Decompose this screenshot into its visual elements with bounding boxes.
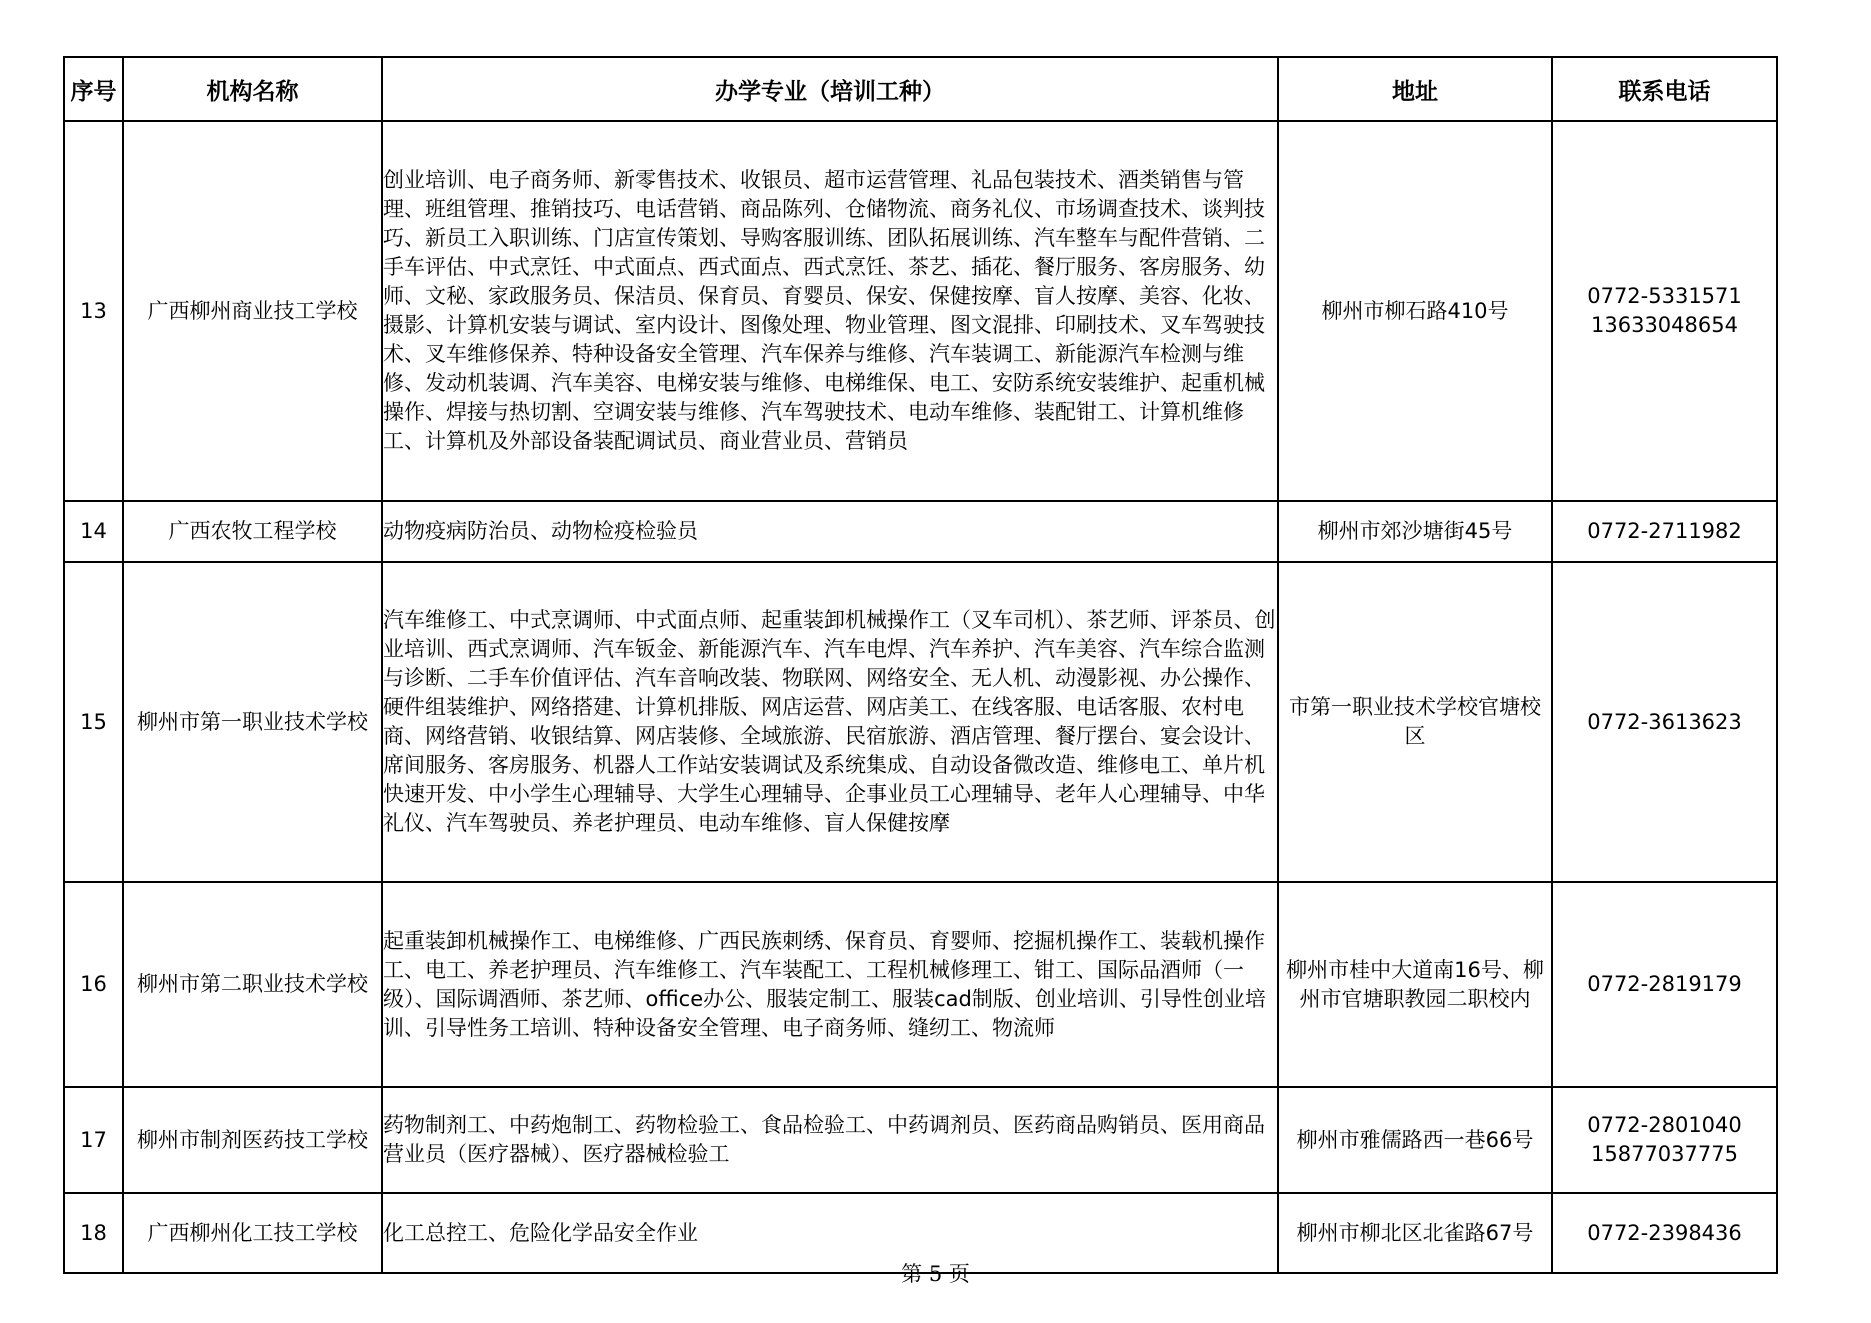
row-number: 17 — [64, 1087, 123, 1193]
training-majors: 创业培训、电子商务师、新零售技术、收银员、超市运营管理、礼品包装技术、酒类销售与管理、班组管理、推销技巧、电话营销、商品陈列、仓储物流、商务礼仪、市场调查技术、谈判技巧、新员工入职训练、门店宣传策划、导购客服训练、团队拓展训练、汽车整车与配件营销、二手车评估、中式烹饪、中式面点、西式面点、西式烹饪、茶艺、插花、餐厅服务、客房服务、幼师、文秘、家政服务员、保洁员、保育员、育婴员、保安、保健按摩、盲人按摩、美容、化妆、摄影、计算机安装与调试、室内设计、图像处理、物业管理、图文混排、印刷技术、叉车驾驶技术、叉车维修保养、特种设备安全管理、汽车保养与维修、汽车装调工、新能源汽车检测与维修、发动机装调、汽车美容、电梯安装与维修、电梯维保、电工、安防系统安装维护、起重机械操作、焊接与热切割、空调安装与维修、汽车驾驶技术、电动车维修、装配钳工、计算机维修工、计算机及外部设备装配调试员、商业营业员、营销员 — [382, 121, 1278, 501]
row-number: 16 — [64, 882, 123, 1087]
phone-cell — [1552, 562, 1777, 882]
phone-number: 0772-2711982 — [1587, 519, 1742, 543]
row-number: 14 — [64, 501, 123, 562]
training-majors: 起重装卸机械操作工、电梯维修、广西民族刺绣、保育员、育婴师、挖掘机操作工、装载机操作工、电工、养老护理员、汽车维修工、汽车装配工、工程机械修理工、钳工、国际品酒师（一级）、国际调酒师、茶艺师、office办公、服装定制工、服装cad制版、创业培训、引导性创业培训、引导性务工培训、特种设备安全管理、电子商务师、缝纫工、物流师 — [382, 882, 1278, 1087]
address: 市第一职业技术学校官塘校区 — [1278, 562, 1552, 882]
phone-number: 15877037775 — [1591, 1142, 1738, 1166]
page-number: 第 5 页 — [901, 1262, 970, 1286]
phone-number: 0772-2801040 — [1587, 1113, 1742, 1137]
institution-name: 广西农牧工程学校 — [123, 501, 382, 562]
institution-name: 柳州市第二职业技术学校 — [123, 882, 382, 1087]
phone-number: 0772-2819179 — [1587, 972, 1742, 996]
header-address: 地址 — [1278, 57, 1552, 121]
row-number: 15 — [64, 562, 123, 882]
table-row — [64, 1087, 1777, 1193]
address: 柳州市柳北区北雀路67号 — [1278, 1193, 1552, 1273]
address: 柳州市桂中大道南16号、柳州市官塘职教园二职校内 — [1278, 882, 1552, 1087]
training-majors: 汽车维修工、中式烹调师、中式面点师、起重装卸机械操作工（叉车司机）、茶艺师、评茶员、创业培训、西式烹调师、汽车钣金、新能源汽车、汽车电焊、汽车养护、汽车美容、汽车综合监测与诊断、二手车价值评估、汽车音响改装、物联网、网络安全、无人机、动漫影视、办公操作、硬件组装维护、网络搭建、计算机排版、网店运营、网店美工、在线客服、电话客服、农村电商、网络营销、收银结算、网店装修、全域旅游、民宿旅游、酒店管理、餐厅摆台、宴会设计、席间服务、客房服务、机器人工作站安装调试及系统集成、自动设备微改造、维修电工、单片机快速开发、中小学生心理辅导、大学生心理辅导、企事业员工心理辅导、老年人心理辅导、中华礼仪、汽车驾驶员、养老护理员、电动车维修、盲人保健按摩 — [382, 562, 1278, 882]
institution-name: 柳州市第一职业技术学校 — [123, 562, 382, 882]
header-major: 办学专业（培训工种） — [382, 57, 1278, 121]
row-number: 13 — [64, 121, 123, 501]
table-row — [64, 501, 1777, 562]
header-no: 序号 — [64, 57, 123, 121]
institutions-table — [63, 56, 1778, 1274]
address: 柳州市雅儒路西一巷66号 — [1278, 1087, 1552, 1193]
training-majors: 动物疫病防治员、动物检疫检验员 — [382, 501, 1278, 562]
header-phone: 联系电话 — [1552, 57, 1777, 121]
phone-number: 0772-3613623 — [1587, 709, 1742, 734]
phone-number: 0772-2398436 — [1587, 1220, 1742, 1245]
table-row — [64, 562, 1777, 882]
phone-cell — [1552, 121, 1777, 501]
table-row — [64, 882, 1777, 1087]
row-number: 18 — [64, 1193, 123, 1273]
institution-name: 广西柳州化工技工学校 — [123, 1193, 382, 1273]
training-majors: 药物制剂工、中药炮制工、药物检验工、食品检验工、中药调剂员、医药商品购销员、医用商品营业员（医疗器械）、医疗器械检验工 — [382, 1087, 1278, 1193]
header-row — [64, 57, 1777, 121]
phone-cell — [1552, 1087, 1777, 1193]
training-majors: 化工总控工、危险化学品安全作业 — [382, 1193, 1278, 1273]
header-name: 机构名称 — [123, 57, 382, 121]
table-row — [64, 121, 1777, 501]
institution-name: 柳州市制剂医药技工学校 — [123, 1087, 382, 1193]
phone-cell — [1552, 882, 1777, 1087]
phone-number: 0772-5331571 — [1587, 284, 1742, 308]
phone-number: 13633048654 — [1591, 313, 1738, 337]
institution-name: 广西柳州商业技工学校 — [123, 121, 382, 501]
address: 柳州市郊沙塘街45号 — [1278, 501, 1552, 562]
address: 柳州市柳石路410号 — [1278, 121, 1552, 501]
phone-cell — [1552, 501, 1777, 562]
